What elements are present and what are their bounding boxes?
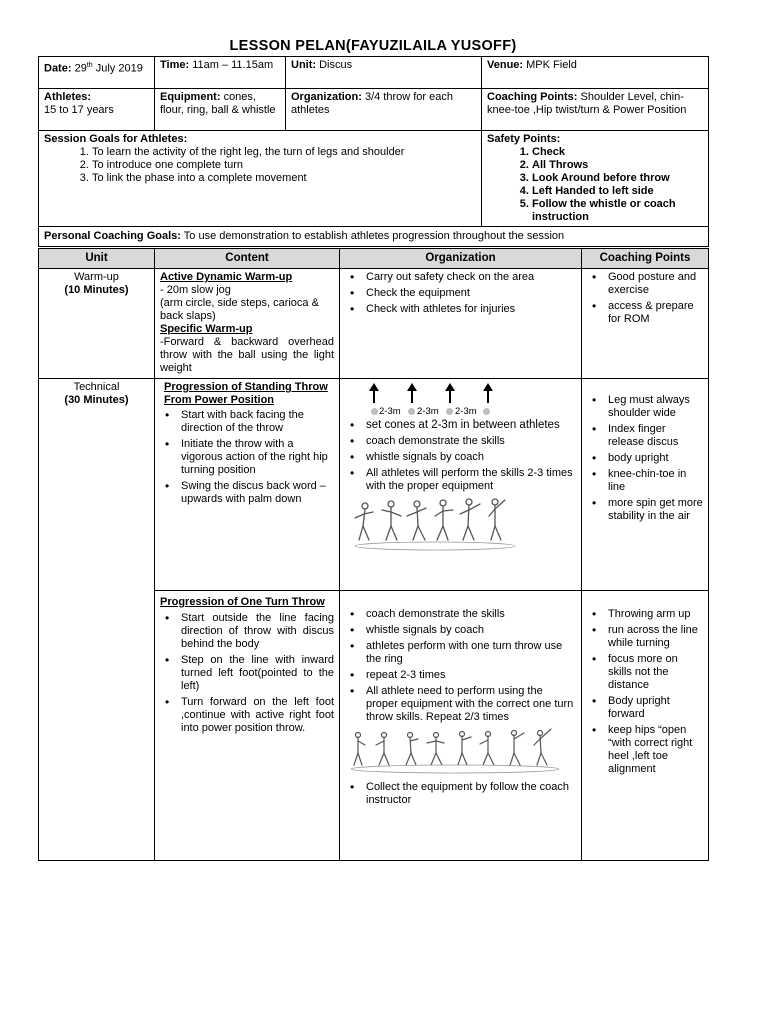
time-cell <box>155 57 286 89</box>
safety-points-label: Safety Points: <box>487 133 561 145</box>
list-item: • coach demonstrate the skills <box>345 435 576 448</box>
list-item: • Leg must always shoulder wide <box>587 394 703 420</box>
one-turn-throw-sequence-figure <box>345 727 577 777</box>
time-label: Time: <box>160 59 190 71</box>
time-value: 11am – 11.15am <box>192 59 274 71</box>
one-turn-organization-list <box>345 608 576 724</box>
arrow-up-icon <box>407 383 417 403</box>
list-item: • athletes perform with one turn throw use the ring <box>345 640 576 666</box>
arrow-up-icon <box>369 383 379 403</box>
list-item: • All athlete need to perform using the proper equipment with the correct one turn throw skills. Repeat 2/3 times <box>345 685 576 724</box>
date-day: 29 <box>74 62 87 75</box>
list-item: • Step on the line with inward turned left foot(pointed to the left) <box>160 654 334 693</box>
organization-value: 3/4 throw for each athletes <box>291 91 454 116</box>
venue-value: MPK Field <box>526 59 577 71</box>
standing-coaching-list <box>587 394 703 523</box>
one-turn-content-cell <box>155 591 340 861</box>
list-item: • Index finger release discus <box>587 423 703 449</box>
one-turn-coaching-list <box>587 608 703 776</box>
list-item: • Throwing arm up <box>587 608 703 621</box>
standing-heading: Progression of Standing Throw From Power Position <box>164 381 328 406</box>
technical-standing-row <box>39 379 709 591</box>
list-item: • whistle signals by coach <box>345 451 576 464</box>
warmup-line: - 20m slow jog <box>160 284 231 296</box>
list-item: • Check the equipment <box>345 287 576 300</box>
personal-goals-label: Personal Coaching Goals: <box>44 230 181 242</box>
list-item: • whistle signals by coach <box>345 624 576 637</box>
list-item: • Start with back facing the direction of the throw <box>160 409 334 435</box>
warmup-heading: Active Dynamic Warm-up <box>160 271 293 283</box>
one-turn-coaching-cell <box>582 591 709 861</box>
column-header-organization: Organization <box>340 249 582 269</box>
session-goals-list <box>44 146 476 185</box>
arrow-up-icon <box>483 383 493 403</box>
list-item: • Good posture and exercise <box>587 271 703 297</box>
cone-icon <box>446 408 453 415</box>
unit-cell <box>286 57 482 89</box>
standing-content-cell <box>155 379 340 591</box>
warmup-content-cell <box>155 269 340 379</box>
equipment-label: Equipment: <box>160 91 221 103</box>
column-header-coaching-points: Coaching Points <box>582 249 709 269</box>
coaching-points-cell <box>482 89 709 131</box>
one-turn-heading: Progression of One Turn Throw <box>160 596 325 608</box>
specific-warmup-heading: Specific Warm-up <box>160 323 253 335</box>
one-turn-list <box>160 612 334 735</box>
technical-unit-cell <box>39 379 155 861</box>
list-item: • access & prepare for ROM <box>587 300 703 326</box>
warmup-organization-cell <box>340 269 582 379</box>
date-sup: th <box>86 62 93 69</box>
date-label: Date: <box>44 62 72 75</box>
safety-item: 4. Left Handed to left side <box>532 185 703 198</box>
cone-icon <box>408 408 415 415</box>
cone-diagram <box>345 405 576 419</box>
list-item: • keep hips “open “with correct right heel ,left toe alignment <box>587 724 703 776</box>
standing-list <box>160 409 334 506</box>
warmup-coaching-list <box>587 271 703 326</box>
list-item: • focus more on skills not the distance <box>587 653 703 692</box>
standing-coaching-cell <box>582 379 709 591</box>
list-item: • coach demonstrate the skills <box>345 608 576 621</box>
safety-item: 3. Look Around before throw <box>532 172 703 185</box>
session-goal-item: 2. To introduce one complete turn <box>92 159 476 172</box>
coaching-points-label: Coaching Points: <box>487 91 578 103</box>
list-item: • Swing the discus back word –upwards with palm down <box>160 480 334 506</box>
date-rest: July 2019 <box>95 62 143 75</box>
warmup-unit-cell <box>39 269 155 379</box>
safety-points-cell <box>482 131 709 227</box>
list-item: • Body upright forward <box>587 695 703 721</box>
safety-item: 1. Check <box>532 146 703 159</box>
technical-duration: (30 Minutes) <box>64 394 129 406</box>
warmup-organization-list <box>345 271 576 316</box>
list-item: • repeat 2-3 times <box>345 669 576 682</box>
coaching-points-value: Shoulder Level, chin-knee-toe ,Hip twist/turn & Power Position <box>487 91 687 116</box>
cone-distance-label: 2-3m <box>455 406 477 417</box>
list-item: • Carry out safety check on the area <box>345 271 576 284</box>
lesson-table <box>38 248 709 861</box>
list-item: • more spin get more stability in the air <box>587 497 703 523</box>
venue-label: Venue: <box>487 59 524 71</box>
direction-arrows <box>345 383 576 405</box>
one-turn-organization-after-list <box>345 781 576 807</box>
column-header-content: Content <box>155 249 340 269</box>
date-cell <box>39 57 155 89</box>
safety-points-list <box>487 146 703 224</box>
athletes-label: Athletes: <box>44 91 92 103</box>
list-item: • knee-chin-toe in line <box>587 468 703 494</box>
session-goals-cell <box>39 131 482 227</box>
warmup-duration: (10 Minutes) <box>64 284 129 296</box>
unit-value: Discus <box>319 59 353 71</box>
personal-goals-cell <box>39 227 709 247</box>
cone-icon <box>483 408 490 415</box>
warmup-line: -Forward & backward overhead throw with the ball using the light weight <box>160 336 334 374</box>
unit-label: Unit: <box>291 59 317 71</box>
list-item: • All athletes will perform the skills 2-3 times with the proper equipment <box>345 467 576 493</box>
organization-label: Organization: <box>291 91 362 103</box>
cone-distance-label: 2-3m <box>379 406 401 417</box>
column-header-unit: Unit <box>39 249 155 269</box>
list-item: • set cones at 2-3m in between athletes <box>345 419 576 432</box>
info-table <box>38 56 709 247</box>
list-item: • Collect the equipment by follow the coach instructor <box>345 781 576 807</box>
list-item: • Start outside the line facing direction of throw with discus behind the body <box>160 612 334 651</box>
session-goal-item: 1. To learn the activity of the right leg, the turn of legs and shoulder <box>92 146 476 159</box>
personal-goals-text: To use demonstration to establish athletes progression throughout the session <box>183 230 565 242</box>
session-goals-label: Session Goals for Athletes: <box>44 133 188 145</box>
warmup-unit: Warm-up <box>74 271 119 283</box>
arrow-up-icon <box>445 383 455 403</box>
standing-organization-list <box>345 419 576 493</box>
list-item: • body upright <box>587 452 703 465</box>
warmup-line: (arm circle, side steps, carioca & back slaps) <box>160 297 319 322</box>
page-title: LESSON PELAN(FAYUZILAILA YUSOFF) <box>229 38 517 54</box>
list-item: • run across the line while turning <box>587 624 703 650</box>
list-item: • Initiate the throw with a vigorous action of the right hip turning position <box>160 438 334 477</box>
standing-organization-cell <box>340 379 582 591</box>
athletes-cell <box>39 89 155 131</box>
warmup-coaching-cell <box>582 269 709 379</box>
athletes-value: 15 to 17 years <box>44 104 114 116</box>
organization-cell <box>286 89 482 131</box>
warmup-row <box>39 269 709 379</box>
safety-item: 2. All Throws <box>532 159 703 172</box>
list-item: • Turn forward on the left foot ,continue with active right foot into power position throw. <box>160 696 334 735</box>
equipment-cell <box>155 89 286 131</box>
technical-unit: Technical <box>73 381 120 393</box>
venue-cell <box>482 57 709 89</box>
discus-throw-sequence-figure <box>345 496 525 554</box>
list-item: • Check with athletes for injuries <box>345 303 576 316</box>
cone-icon <box>371 408 378 415</box>
safety-item: 5. Follow the whistle or coach instruction <box>532 198 703 224</box>
equipment-value: cones, flour, ring, ball & whistle <box>160 91 276 116</box>
one-turn-organization-cell <box>340 591 582 861</box>
cone-distance-label: 2-3m <box>417 406 439 417</box>
session-goal-item: 3. To link the phase into a complete movement <box>92 172 476 185</box>
